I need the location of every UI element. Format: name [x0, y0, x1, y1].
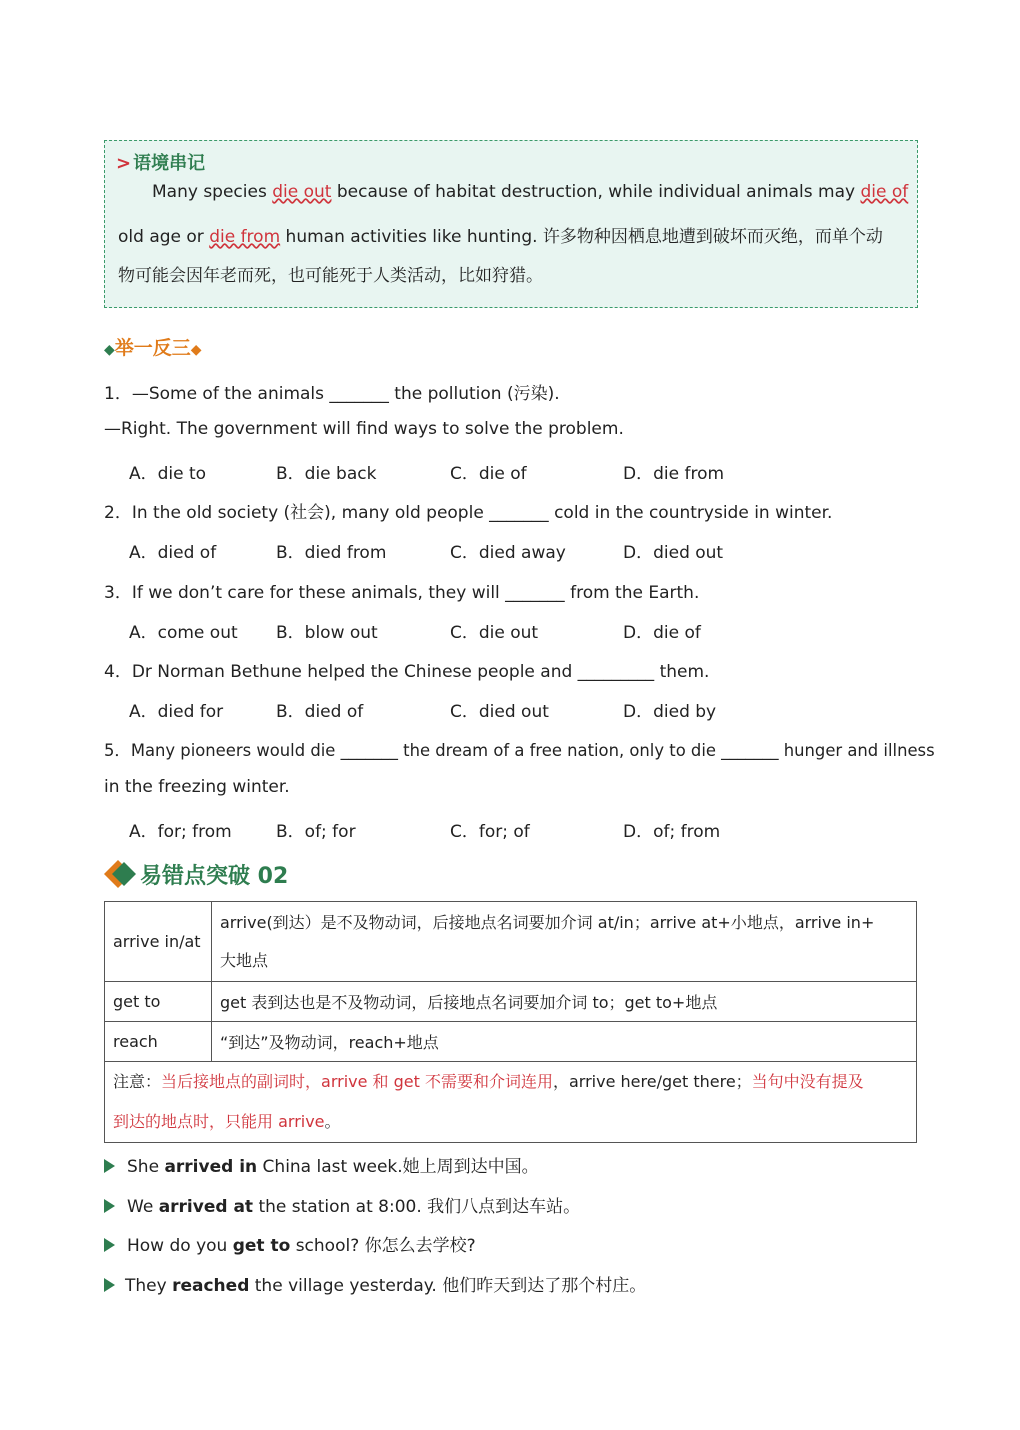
triangle-bullet-icon — [104, 1199, 115, 1213]
question-5-option-c: C．for; of — [450, 822, 530, 842]
question-3-stem: 3．If we don’t care for these animals, they will _______ from the Earth. — [104, 583, 700, 603]
question-4-option-b: B．died of — [276, 702, 364, 722]
question-1-option-c: C．die of — [450, 464, 527, 484]
question-4-option-a: A．died for — [129, 702, 224, 722]
table-term: reach — [105, 1022, 212, 1062]
table-term: arrive in/at — [105, 902, 212, 982]
context-line-1: Many species die out because of habitat destruction, while individual animals may die of — [152, 182, 909, 202]
usage-table — [104, 901, 917, 1143]
table-row — [105, 902, 917, 982]
question-3-option-b: B．blow out — [276, 623, 378, 643]
question-3-option-c: C．die out — [450, 623, 539, 643]
question-2-option-a: A．died of — [129, 543, 217, 563]
question-5-option-d: D．of; from — [623, 822, 721, 842]
question-5-stem: 5．Many pioneers would die _______ the dream of a free nation, only to die _______ hunger and illness — [104, 741, 935, 760]
example-item: She arrived in China last week.她上周到达中国。 — [104, 1152, 539, 1177]
triangle-bullet-icon — [104, 1238, 115, 1252]
question-1-stem: 1．—Some of the animals _______ the pollution (污染). — [104, 384, 560, 404]
table-desc: get 表到达也是不及物动词，后接地点名词要加介词 to；get to+地点 — [212, 982, 917, 1022]
double-diamond-icon — [104, 858, 140, 890]
example-item: They reached the village yesterday. 他们昨天到达了那个村庄。 — [104, 1271, 646, 1296]
question-1-option-d: D．die from — [623, 464, 725, 484]
question-1-stem-2: —Right. The government will find ways to solve the problem. — [104, 419, 624, 439]
context-title: > 语境串记 — [116, 153, 206, 174]
context-line-3: 物可能会因年老而死，也可能死于人类活动，比如狩猎。 — [118, 266, 543, 286]
chevron-right-icon: > — [116, 153, 132, 174]
diamond-icon: ◆ — [190, 342, 202, 358]
question-5-option-b: B．of; for — [276, 822, 356, 842]
question-1-option-b: B．die back — [276, 464, 377, 484]
table-note: 注意：当后接地点的副词时，arrive 和 get 不需要和介词连用，arrive here/get there；当句中没有提及 到达的地点时，只能用 arrive。 — [105, 1062, 917, 1143]
triangle-bullet-icon — [104, 1278, 115, 1292]
question-3-option-a: A．come out — [129, 623, 238, 643]
question-2-option-c: C．died away — [450, 543, 566, 563]
table-note-row — [105, 1062, 917, 1143]
diamond-icon: ◆ — [104, 342, 115, 358]
table-term: get to — [105, 982, 212, 1022]
question-5-stem-2: in the freezing winter. — [104, 777, 290, 797]
table-row — [105, 982, 917, 1022]
table-desc: “到达”及物动词，reach+地点 — [212, 1022, 917, 1062]
question-5-option-a: A．for; from — [129, 822, 232, 842]
question-2-stem: 2．In the old society (社会), many old people _______ cold in the countryside in winter. — [104, 503, 833, 523]
question-3-option-d: D．die of — [623, 623, 701, 643]
question-2-option-d: D．died out — [623, 543, 724, 563]
question-1-option-a: A．die to — [129, 464, 207, 484]
table-desc: arrive(到达）是不及物动词，后接地点名词要加介词 at/in；arrive at+小地点，arrive in+ 大地点 — [212, 902, 917, 982]
question-4-option-d: D．died by — [623, 702, 717, 722]
section-heading-practice: ◆举一反三◆ — [104, 337, 202, 359]
context-line-2: old age or die from human activities like hunting. 许多物种因栖息地遭到破坏而灭绝，而单个动 — [118, 227, 883, 247]
triangle-bullet-icon — [104, 1159, 115, 1173]
question-4-option-c: C．died out — [450, 702, 549, 722]
question-2-option-b: B．died from — [276, 543, 387, 563]
table-row — [105, 1022, 917, 1062]
question-4-stem: 4．Dr Norman Bethune helped the Chinese people and _________ them. — [104, 662, 710, 682]
section-heading-errors: 易错点突破 02 — [140, 864, 289, 889]
example-item: We arrived at the station at 8:00. 我们八点到达车站。 — [104, 1192, 580, 1217]
example-item: How do you get to school? 你怎么去学校? — [104, 1231, 476, 1256]
